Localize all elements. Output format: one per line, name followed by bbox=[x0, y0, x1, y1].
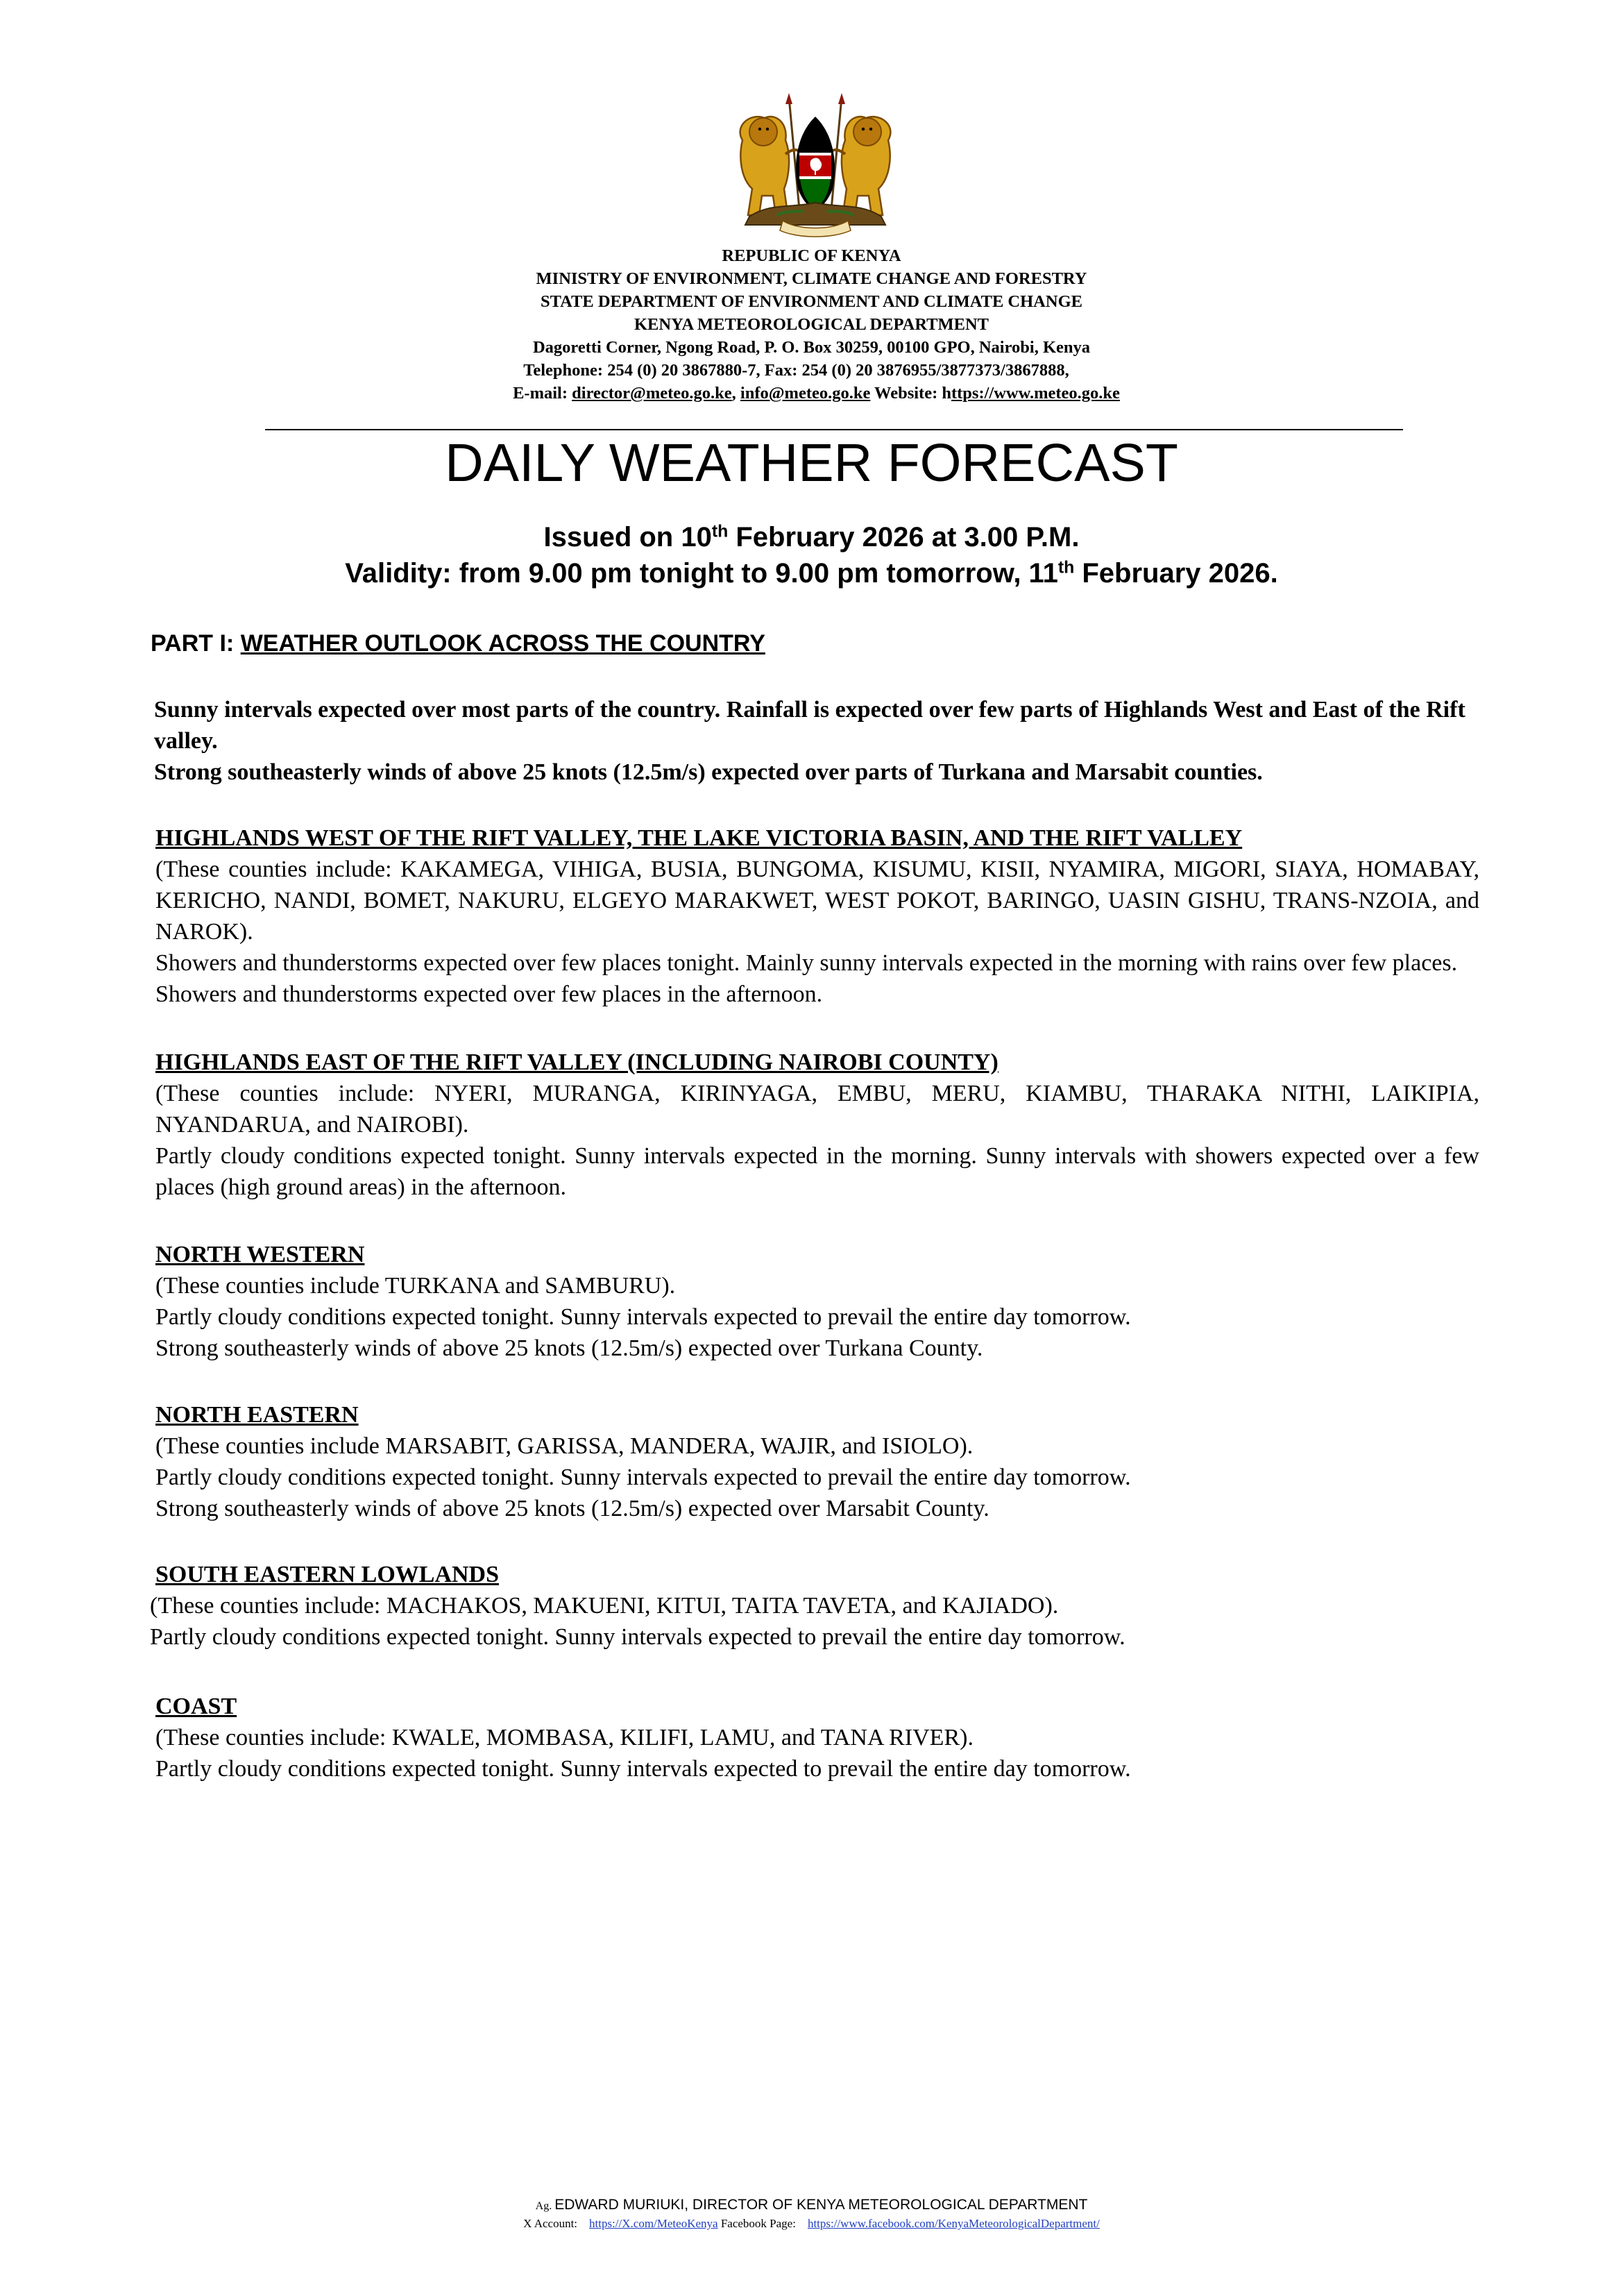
region-forecast: Partly cloudy conditions expected tonight. Sunny intervals expected to prevail the entire day tomorrow. bbox=[150, 1624, 1125, 1650]
validity-text-end: February 2026. bbox=[1074, 558, 1278, 589]
email-info-link[interactable]: info@meteo.go.ke bbox=[740, 384, 871, 403]
region-heading: HIGHLANDS EAST OF THE RIFT VALLEY (INCLUDING NAIROBI COUNTY) bbox=[155, 1049, 999, 1075]
outlook-winds: Strong southeasterly winds of above 25 knots (12.5m/s) expected over parts of Turkana and Marsabit counties. bbox=[154, 759, 1263, 785]
x-account-label: X Account: bbox=[523, 2217, 578, 2230]
x-account-link[interactable]: https://X.com/MeteoKenya bbox=[589, 2217, 718, 2230]
region-forecast: Showers and thunderstorms expected over few places tonight. Mainly sunny intervals expected in the morning with rains over few places. Showers and thunderstorms expected over few places in the afternoon. bbox=[155, 950, 1458, 1007]
region-forecast: Partly cloudy conditions expected tonight. Sunny intervals expected to prevail the entire day tomorrow. bbox=[155, 1756, 1131, 1782]
region-counties: (These counties include: NYERI, MURANGA, KIRINYAGA, EMBU, MERU, KIAMBU, THARAKA NITHI, LAIKIPIA, NYANDARUA, and NAIROBI). bbox=[155, 1081, 1479, 1138]
region-highlands-east bbox=[155, 1047, 1479, 1203]
part-one-title: WEATHER OUTLOOK ACROSS THE COUNTRY bbox=[240, 630, 765, 657]
website-link[interactable]: ttps://www.meteo.go.ke bbox=[951, 384, 1120, 403]
region-coast bbox=[155, 1691, 1479, 1784]
acting-prefix: Ag. bbox=[535, 2200, 555, 2212]
document-title: DAILY WEATHER FORECAST bbox=[445, 433, 1178, 493]
letterhead bbox=[0, 244, 1623, 405]
letterhead-ministry: MINISTRY OF ENVIRONMENT, CLIMATE CHANGE AND FORESTRY bbox=[536, 269, 1087, 288]
letterhead-republic: REPUBLIC OF KENYA bbox=[722, 246, 901, 265]
region-heading: SOUTH EASTERN LOWLANDS bbox=[155, 1562, 500, 1587]
coat-of-arms-logo bbox=[722, 92, 909, 239]
region-forecast: Partly cloudy conditions expected tonight. Sunny intervals expected to prevail the entire day tomorrow. bbox=[155, 1464, 1131, 1490]
email-director-link[interactable]: director@meteo.go.ke bbox=[572, 384, 732, 403]
footer-social-links bbox=[0, 2215, 1623, 2232]
region-winds: Strong southeasterly winds of above 25 knots (12.5m/s) expected over Marsabit County. bbox=[155, 1496, 989, 1521]
signatory: EDWARD MURIUKI, DIRECTOR OF KENYA METEOROLOGICAL DEPARTMENT bbox=[554, 2197, 1088, 2213]
outlook-summary: Sunny intervals expected over most parts of the country. Rainfall is expected over few parts of Highlands West and East of the Rift valley. bbox=[154, 697, 1465, 754]
website-label: Website: h bbox=[870, 384, 951, 403]
issued-line bbox=[0, 519, 1623, 555]
part-one-label: PART I: bbox=[151, 630, 241, 657]
region-counties: (These counties include TURKANA and SAMBURU). bbox=[155, 1273, 676, 1299]
facebook-label: Facebook Page: bbox=[720, 2217, 796, 2230]
region-heading: NORTH WESTERN bbox=[155, 1242, 365, 1267]
validity-text: Validity: from 9.00 pm tonight to 9.00 pm tomorrow, 11 bbox=[345, 558, 1058, 589]
region-heading: COAST bbox=[155, 1694, 237, 1719]
region-counties: (These counties include: MACHAKOS, MAKUENI, KITUI, TAITA TAVETA, and KAJIADO). bbox=[150, 1593, 1059, 1619]
region-highlands-west bbox=[155, 822, 1479, 1010]
letterhead-department: KENYA METEOROLOGICAL DEPARTMENT bbox=[634, 315, 989, 334]
letterhead-divider bbox=[265, 429, 1403, 430]
validity-line bbox=[0, 555, 1623, 591]
issued-text: Issued on 10 bbox=[543, 522, 712, 552]
issued-text-end: February 2026 at 3.00 P.M. bbox=[728, 522, 1080, 552]
letterhead-address: Dagoretti Corner, Ngong Road, P. O. Box 30259, 00100 GPO, Nairobi, Kenya bbox=[532, 338, 1091, 357]
facebook-link[interactable]: https://www.facebook.com/KenyaMeteorologicalDepartment/ bbox=[807, 2217, 1100, 2230]
region-north-western bbox=[155, 1239, 1479, 1364]
region-heading: NORTH EASTERN bbox=[155, 1402, 359, 1428]
part-one-heading bbox=[151, 628, 765, 659]
email-separator: , bbox=[731, 384, 740, 403]
signature-line bbox=[0, 2195, 1623, 2216]
region-south-eastern-lowlands bbox=[150, 1559, 1479, 1653]
region-winds: Strong southeasterly winds of above 25 knots (12.5m/s) expected over Turkana County. bbox=[155, 1335, 983, 1361]
region-counties: (These counties include: KAKAMEGA, VIHIGA, BUSIA, BUNGOMA, KISUMU, KISII, NYAMIRA, MIGORI, SIAYA, HOMABAY, KERICHO, NANDI, BOMET, NAKURU, ELGEYO MARAKWET, WEST POKOT, BARINGO, UASIN GISHU, TRANS-NZOIA, and NAROK). bbox=[155, 856, 1479, 945]
region-forecast: Partly cloudy conditions expected tonight. Sunny intervals expected to prevail the entire day tomorrow. bbox=[155, 1304, 1131, 1330]
region-counties: (These counties include MARSABIT, GARISSA, MANDERA, WAJIR, and ISIOLO). bbox=[155, 1433, 974, 1459]
region-forecast: Partly cloudy conditions expected tonight. Sunny intervals expected in the morning. Sunny intervals with showers expected over a few places (high ground areas) in the afternoon. bbox=[155, 1143, 1479, 1200]
region-north-eastern bbox=[155, 1399, 1479, 1524]
letterhead-telephone: Telephone: 254 (0) 20 3867880-7, Fax: 254 (0) 20 3876955/3877373/3867888, bbox=[523, 361, 1069, 380]
letterhead-state-department: STATE DEPARTMENT OF ENVIRONMENT AND CLIMATE CHANGE bbox=[541, 292, 1082, 311]
email-label: E-mail: bbox=[513, 384, 572, 403]
letterhead-contact-line bbox=[0, 382, 1623, 405]
validity-ordinal: th bbox=[1057, 558, 1075, 577]
region-counties: (These counties include: KWALE, MOMBASA, KILIFI, LAMU, and TANA RIVER). bbox=[155, 1725, 974, 1750]
issued-ordinal: th bbox=[711, 522, 729, 541]
region-heading: HIGHLANDS WEST OF THE RIFT VALLEY, THE LAKE VICTORIA BASIN, AND THE RIFT VALLEY bbox=[155, 825, 1243, 851]
